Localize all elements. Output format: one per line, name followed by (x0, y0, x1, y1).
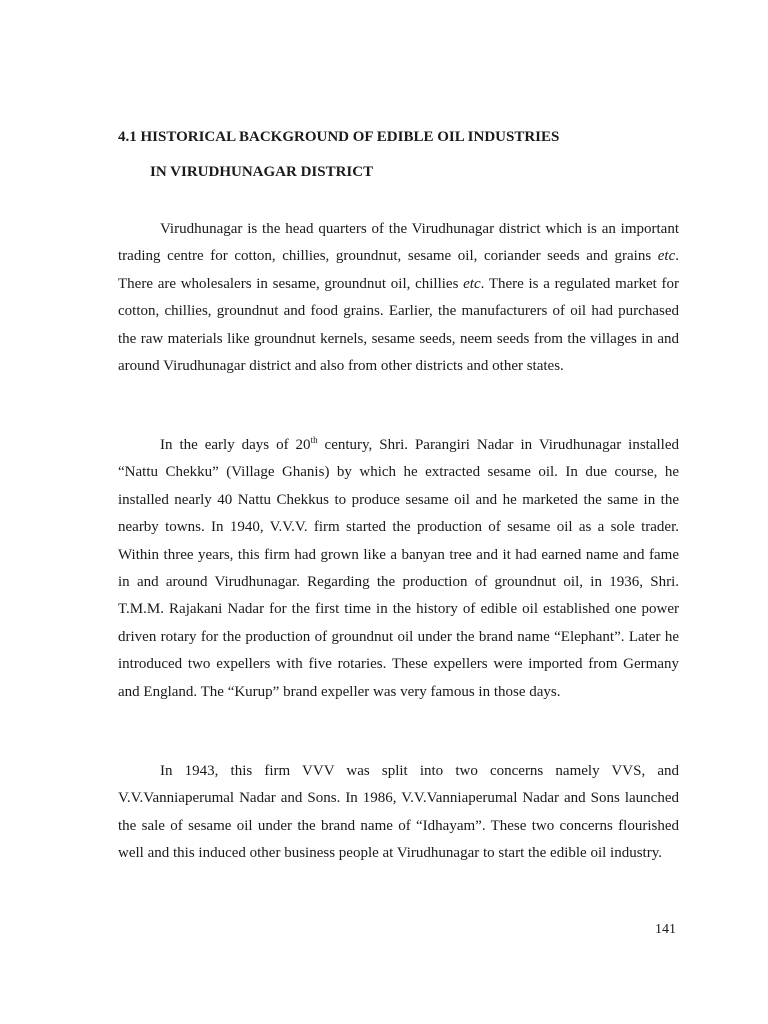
page-number: 141 (655, 922, 676, 937)
paragraph-1-text-c: . There is a regulated market for cotton, chillies, groundnut and food grains. Earlier, the manufacturers of oil had purchased the raw materials like groundnut kernels, sesame seeds, neem seeds from the villages in and around Virudhunagar district and also from other districts and other states. (118, 275, 679, 375)
section-subheading: IN VIRUDHUNAGAR DISTRICT (150, 164, 374, 180)
paragraph-1-etc-2: etc (463, 275, 481, 292)
paragraph-2-superscript: th (310, 435, 318, 445)
paragraph-2-text-a: In the early days of 20 (160, 437, 311, 453)
paragraph-3: In 1943, this firm VVV was split into two concerns namely VVS, and V.V.Vanniaperumal Nadar and Sons. In 1986, V.V.Vanniaperumal Nadar and Sons launched the sale of sesame oil under the brand name of “Idhayam”. These two concerns flourished well and this induced other business people at Virudhunagar to start the edible oil industry. (118, 763, 679, 862)
paragraph-1-text-b: . There are wholesalers in sesame, groundnut oil, chillies (118, 248, 679, 292)
paragraph-1-etc-1: etc (657, 248, 676, 265)
paragraph-1 (118, 216, 679, 380)
paragraph-1-text-a: Virudhunagar is the head quarters of the Virudhunagar district which is an important trading centre for cotton, chillies, groundnut, sesame oil, coriander seeds and grains (118, 221, 679, 265)
paragraph-2 (118, 432, 679, 706)
paragraph-2-text-b: century, Shri. Parangiri Nadar in Virudhunagar installed “Nattu Chekku” (Village Ghanis) by which he extracted sesame oil. In due course, he installed nearly 40 Nattu Chekkus to produce sesame oil and he marketed the same in the nearby towns. In 1940, V.V.V. firm started the production of sesame oil as a sole trader. Within three years, this firm had grown like a banyan tree and it had earned name and fame in and around Virudhunagar. Regarding the production of groundnut oil, in 1936, Shri. T.M.M. Rajakani Nadar for the first time in the history of edible oil established one power driven rotary for the production of groundnut oil under the brand name “Elephant”. Later he introduced two expellers with five rotaries. These expellers were imported from Germany and England. The “Kurup” brand expeller was very famous in those days. (118, 437, 679, 700)
section-heading: 4.1 HISTORICAL BACKGROUND OF EDIBLE OIL INDUSTRIES (118, 129, 560, 145)
